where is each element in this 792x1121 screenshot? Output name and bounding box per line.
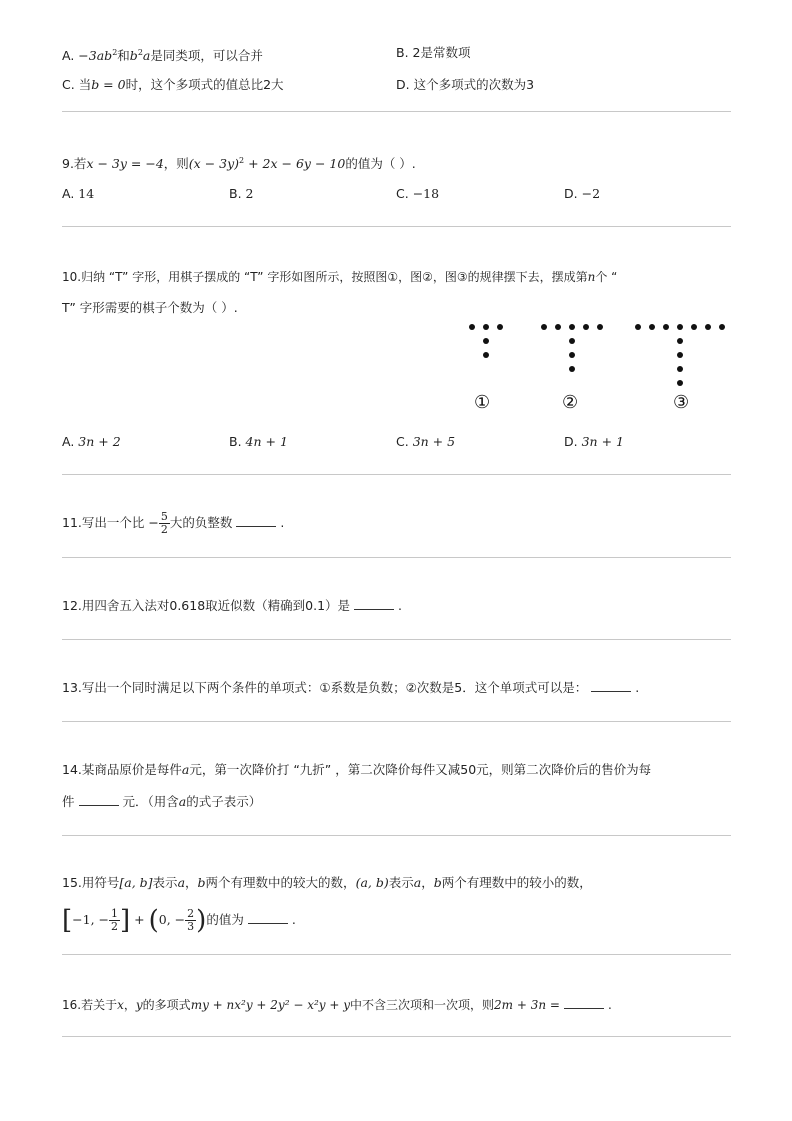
math-var: b (129, 48, 138, 64)
math-expr: [a, b] (119, 875, 153, 890)
q15-stem-line2 (62, 902, 296, 938)
option-label: C. (62, 77, 75, 92)
piece-dot (677, 324, 683, 330)
numerator: 5 (160, 510, 168, 523)
math-var: a (177, 875, 186, 890)
piece-dot (719, 324, 725, 330)
divider (62, 954, 731, 955)
divider (62, 835, 731, 836)
piece-dot (569, 366, 575, 372)
piece-dot (483, 352, 489, 358)
q14-stem-line1 (62, 761, 651, 779)
text: . (291, 912, 296, 927)
figure-label-2: ② (562, 392, 579, 413)
text: 15.用符号 (62, 875, 120, 890)
text: 10.归纳 “T” 字形，用棋子摆成的 “T” 字形如图所示，按照图①，图②，图③的规律摆下去，摆成第 (62, 270, 588, 284)
paren: ) (196, 905, 207, 936)
text: 大的负整数 (169, 515, 233, 530)
divider (62, 474, 731, 475)
option-label: B. (229, 186, 242, 201)
piece-dot (635, 324, 641, 330)
text: 两个有理数中的较小的数， (441, 875, 592, 890)
piece-dot (597, 324, 603, 330)
text: 当 (78, 77, 92, 92)
operator: + (134, 912, 145, 927)
piece-dot (569, 324, 575, 330)
math-expr: (a, b) (355, 875, 389, 890)
piece-dot (691, 324, 697, 330)
q14-stem-line2 (62, 793, 261, 811)
math-var: x (117, 998, 124, 1012)
piece-dot (483, 338, 489, 344)
text: 件 (62, 794, 75, 809)
fraction (185, 908, 196, 933)
text: . (635, 680, 640, 695)
math-expr: x − 3y = −4 (86, 156, 164, 172)
divider (62, 557, 731, 558)
option-value: 14 (78, 186, 95, 201)
figure-label-3: ③ (673, 392, 690, 413)
option-value: 2 (245, 186, 254, 201)
math-expr: b = 0 (91, 77, 126, 92)
math-var: b (433, 875, 442, 890)
q8-option-b (396, 44, 471, 62)
option-value: −2 (581, 186, 601, 201)
option-value: −18 (412, 186, 440, 201)
text: 12.用四舍五入法对0.618取近似数（精确到0.1）是 (62, 598, 351, 613)
text: 14.某商品原价是每件 (62, 762, 182, 777)
option-label: A. (62, 48, 75, 64)
fraction (109, 908, 120, 933)
q9-option-c (396, 185, 439, 203)
answer-blank[interactable] (564, 996, 604, 1009)
piece-dot (649, 324, 655, 330)
q10-stem-line1 (62, 268, 617, 286)
math-expr: 2m + 3n = (494, 998, 560, 1012)
option-text: 2是常数项 (412, 45, 471, 60)
option-text: 这个多项式的次数为3 (413, 77, 535, 92)
math-var: y (135, 998, 143, 1012)
answer-blank[interactable] (354, 597, 394, 610)
piece-dot (677, 366, 683, 372)
option-label: C. (396, 186, 409, 201)
divider (62, 721, 731, 722)
paren: ( (148, 905, 159, 936)
q10-option-a (62, 433, 121, 451)
bracket: ] (120, 905, 131, 936)
option-label: D. (564, 186, 578, 201)
piece-dot (677, 338, 683, 344)
text: 两个有理数中的较大的数， (205, 875, 356, 890)
math-var: a (178, 794, 187, 809)
answer-blank[interactable] (591, 679, 631, 692)
text: 11.写出一个比 − (62, 515, 159, 530)
math-expr: −3ab (78, 48, 113, 64)
math-expr: −1, − (72, 912, 110, 927)
option-label: B. (229, 434, 242, 449)
math-var: a (142, 48, 151, 64)
divider (62, 226, 731, 227)
text: . (280, 515, 285, 530)
text: 13.写出一个同时满足以下两个条件的单项式：①系数是负数；②次数是5．这个单项式可以是： (62, 680, 588, 695)
piece-dot (663, 324, 669, 330)
bracket: [ (62, 905, 73, 936)
option-value: 3n + 5 (412, 434, 456, 449)
piece-dot (497, 324, 503, 330)
answer-blank[interactable] (248, 911, 288, 924)
text: 元．（用含 (122, 794, 179, 809)
denominator: 3 (187, 920, 195, 933)
q9-option-b (229, 185, 254, 203)
math-expr: 0, − (158, 912, 186, 927)
fraction (159, 511, 170, 536)
q10-stem-line2 (62, 299, 238, 317)
q9-option-d (564, 185, 600, 203)
piece-dot (705, 324, 711, 330)
option-value: 3n + 1 (581, 434, 624, 449)
piece-dot (555, 324, 561, 330)
math-expr: + 2x − 6y − 10 (244, 156, 346, 172)
text: 表示 (152, 875, 178, 890)
q13-stem (62, 679, 639, 697)
option-value: 3n + 2 (78, 434, 121, 449)
option-label: D. (564, 434, 578, 449)
text: T” 字形需要的棋子个数为（ ）. (62, 300, 238, 315)
divider (62, 1036, 731, 1037)
text: ， (421, 875, 434, 890)
piece-dot (677, 380, 683, 386)
text: 个 “ (595, 270, 618, 284)
divider (62, 111, 731, 112)
text: . (607, 998, 612, 1012)
text: ， (123, 998, 136, 1012)
exponent: 2 (137, 48, 143, 57)
divider (62, 639, 731, 640)
answer-blank[interactable] (236, 514, 276, 527)
option-label: A. (62, 186, 75, 201)
piece-dot (569, 352, 575, 358)
piece-dot (583, 324, 589, 330)
text: 时，这个多项式的值总比2大 (125, 77, 284, 92)
text: 的值为（ ）. (345, 156, 416, 172)
text: 的值为 (206, 912, 244, 927)
exponent: 2 (112, 48, 118, 57)
text: 表示 (388, 875, 414, 890)
option-label: A. (62, 434, 75, 449)
math-var: n (587, 270, 596, 284)
q9-option-a (62, 185, 94, 203)
q12-stem (62, 597, 402, 615)
numerator: 2 (187, 907, 195, 920)
text: 是同类项，可以合并 (150, 48, 263, 64)
q8-option-c (62, 76, 284, 94)
piece-dot (569, 338, 575, 344)
piece-dot (469, 324, 475, 330)
q10-option-d (564, 433, 624, 451)
option-label: C. (396, 434, 409, 449)
text: 的多项式 (142, 998, 191, 1012)
numerator: 1 (111, 907, 119, 920)
piece-dot (483, 324, 489, 330)
math-var: b (197, 875, 206, 890)
math-var: a (413, 875, 422, 890)
option-label: B. (396, 45, 409, 60)
text: . (398, 598, 403, 613)
math-expr: (x − 3y) (188, 156, 240, 172)
figure-label-1: ① (474, 392, 491, 413)
exponent: 2 (239, 156, 245, 165)
q16-stem (62, 996, 612, 1014)
denominator: 2 (111, 920, 119, 933)
option-label: D. (396, 77, 410, 92)
math-expr: my + nx²y + 2y² − x²y + y (190, 998, 351, 1012)
q8-option-a (62, 44, 263, 65)
text: ，则 (163, 156, 189, 172)
piece-dot (541, 324, 547, 330)
q10-option-b (229, 433, 288, 451)
text: 和 (117, 48, 130, 64)
text: 元，第一次降价打 “九折” ，第二次降价每件又减50元，则第二次降价后的售价为每 (189, 762, 652, 777)
q8-option-d (396, 76, 534, 94)
text: 中不含三次项和一次项，则 (350, 998, 495, 1012)
q11-stem (62, 508, 284, 538)
q10-option-c (396, 433, 455, 451)
math-var: a (181, 762, 190, 777)
text: ， (185, 875, 198, 890)
option-value: 4n + 1 (245, 434, 288, 449)
text: 的式子表示） (186, 794, 262, 809)
q9-stem (62, 152, 416, 173)
answer-blank[interactable] (79, 793, 119, 806)
q15-stem-line1 (62, 874, 592, 892)
text: 16.若关于 (62, 998, 118, 1012)
text: 9.若 (62, 156, 87, 172)
piece-dot (677, 352, 683, 358)
denominator: 2 (160, 523, 168, 536)
